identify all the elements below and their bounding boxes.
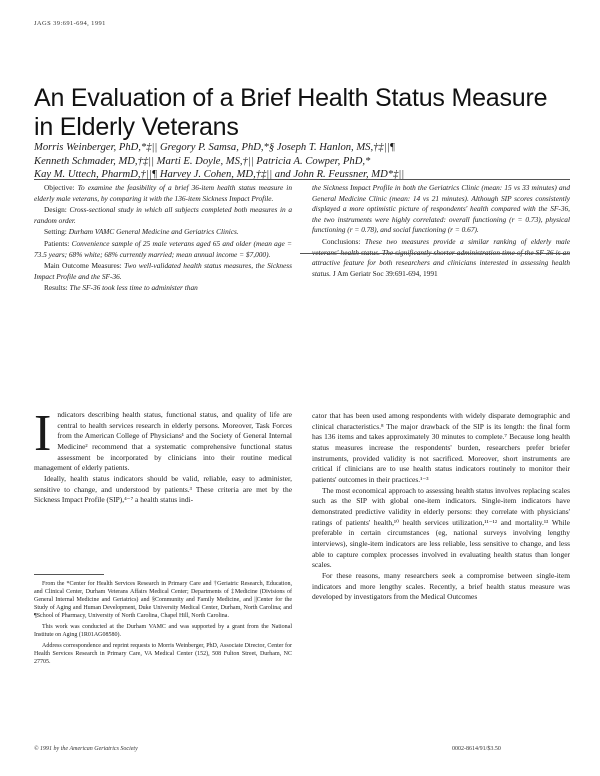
abstract-heading: Design: [44, 205, 67, 215]
issn-code: 0002-8614/91/$3.50 [452, 746, 501, 752]
body-text: cator that has been used among respondents with widely disparate demographic and clinical characteristics.⁸ The major drawback of the SIP is its length: the final form has 136 items and takes approximately 30 minutes to complete.⁷ Because long health status measures increase the respondents' burden, researchers prefer briefer instruments, provided validity is not sacrificed. Moreover, short instruments are critical if clinicians are to use health status indicators routinely to monitor their patients' outcomes in their practices.¹⁻³ [312, 411, 570, 484]
body-paragraph [312, 486, 570, 571]
abstract-heading: Patients: [44, 238, 70, 248]
body-paragraph [312, 411, 570, 486]
abstract-text: the Sickness Impact Profile in both the Geriatrics Clinic (mean: 15 vs 33 minutes) and General Medicine Clinic (mean: 14 vs 21 minutes). Although SIP scores consistently displayed a more optimistic picture of respondents' health compared with the SF-36, the two instruments were highly correlated: overall functioning (r = 0.73), physical functioning (r = 0.78), and social functioning (r = 0.67). [312, 183, 570, 235]
abstract-heading: Results: [44, 283, 68, 293]
abstract-heading: Main Outcome Measures: [44, 261, 122, 271]
abstract-paragraph [34, 183, 292, 204]
author-line: Kay M. Uttech, PharmD,†||¶ Harvey J. Cohen, MD,†‡|| and John R. Feussner, MD*‡|| [34, 169, 405, 180]
abstract-paragraph [34, 261, 292, 282]
author-list [34, 141, 574, 182]
body-paragraph [34, 474, 292, 506]
footnote: This work was conducted at the Durham VAMC and was supported by a grant from the National Institute on Aging (1R01AG08580). [34, 624, 292, 638]
abstract-text: Convenience sample of 25 male veterans aged 65 and older (mean age = 73.5 years; 68% white; 68% currently married; mean annual income = $7,000). [34, 238, 292, 259]
body-text: Ideally, health status indicators should be valid, reliable, easy to administer, sensitive to change, and understood by patients.³ These criteria are met by the Sickness Impact Profile (SIP),⁴⁻⁷ a health status indi- [34, 473, 292, 505]
abstract-heading: Objective: [44, 183, 75, 192]
journal-reference: J Am Geriatr Soc 39:691-694, 1991 [330, 268, 438, 278]
author-line: Morris Weinberger, PhD,*‡|| Gregory P. Samsa, PhD,*§ Joseph T. Hanlon, MS,†‡||¶ [34, 142, 396, 153]
title-line-2: in Elderly Veterans [34, 113, 239, 141]
abstract-paragraph [34, 227, 292, 238]
body-left-column [34, 405, 292, 506]
body-paragraph [312, 571, 570, 603]
abstract-text: These two measures provide a similar ranking of elderly male veterans' health status. The significantly shorter administration time of the SF-36 is an attractive feature for both researchers and clinicians interested in assessing health status. [312, 236, 570, 278]
journal-citation-header: JAGS 39:691-694, 1991 [34, 20, 106, 27]
abstract-paragraph [312, 237, 570, 279]
footnote: From the *Center for Health Services Research in Primary Care and †Geriatric Research, Education, and Clinical Center, Durham Veterans Affairs Medical Center; Departments of ‡Medicine (Divisions of General Internal Medicine and Geriatrics) and §Community and Family Medicine, and ||Center for the Study of Aging and Human Development, Duke University Medical Center, Durham, North Carolina; and ¶School of Pharmacy, University of North Carolina, Chapel Hill, North Carolina. [34, 581, 292, 619]
footnotes [34, 580, 292, 669]
abstract-paragraph [312, 183, 570, 236]
body-paragraph [34, 405, 292, 474]
drop-cap: I [34, 405, 52, 462]
abstract-heading: Setting: [44, 227, 67, 237]
footnote: Address correspondence and reprint requests to Morris Weinberger, PhD, Associate Director, Center for Health Services Research in Primary Care, VA Medical Center (152), 508 Fulton Street, Durham, NC 27705. [34, 643, 292, 665]
abstract-text: The SF-36 took less time to administer than [67, 283, 198, 293]
abstract-heading: Conclusions: [322, 236, 361, 246]
body-text: ndicators describing health status, functional status, and quality of life are central to health services research in elderly persons. Moreover, Task Forces from the American College of Physicians¹ and the Society of General Internal Medicine² recommend that a systematic comprehensive functional status assessment be incorporated by clinicians into their routine medical management of elderly patients. [34, 410, 292, 473]
author-line: Kenneth Schmader, MD,†‡|| Marti E. Doyle, MS,†|| Patricia A. Cowper, PhD,* [34, 155, 371, 167]
abstract-paragraph [34, 239, 292, 260]
abstract-text: To examine the feasibility of a brief 36-item health status measure in elderly male veterans, by comparing it with the 136-item Sickness Impact Profile. [34, 183, 292, 203]
article-title [34, 84, 574, 142]
abstract-paragraph [34, 283, 292, 294]
abstract-paragraph [34, 205, 292, 226]
body-text: For these reasons, many researchers seek a compromise between single-item indicators and more lengthy scales. Recently, a brief health status measure was developed by investigators from the Medical Outcomes [312, 570, 570, 602]
abstract-text: Durham VAMC General Medicine and Geriatrics Clinics. [66, 227, 239, 237]
abstract-text: Two well-validated health status measures, the Sickness Impact Profile and the SF-36. [34, 261, 293, 281]
title-line-1: An Evaluation of a Brief Health Status Measure [34, 84, 548, 112]
copyright-notice: © 1991 by the American Geriatrics Society [34, 746, 138, 752]
body-text: The most economical approach to assessing health status involves replacing scales such as the SIP with global one-item indicators. Single-item indicators have demonstrated predictive validity in elderly persons: they correlate with physicians' ratings of patients' health,¹⁰ health services utilization,¹¹⁻¹² and mortality.¹³ While preferable in certain circumstances (eg, national surveys involving lengthy interviews), single-item indicators are less reliable, less sensitive to change, and less able to capture complex processes involved in evaluating health status than longer scales. [312, 485, 570, 570]
abstract-right-column [312, 183, 570, 280]
body-right-column [312, 411, 570, 603]
abstract-bottom-rule [300, 253, 570, 254]
abstract-text: Cross-sectional study in which all subjects completed both measures in a random order. [34, 205, 292, 225]
abstract-top-rule [34, 179, 570, 180]
abstract-left-column [34, 183, 292, 295]
footnote-rule [34, 574, 104, 575]
